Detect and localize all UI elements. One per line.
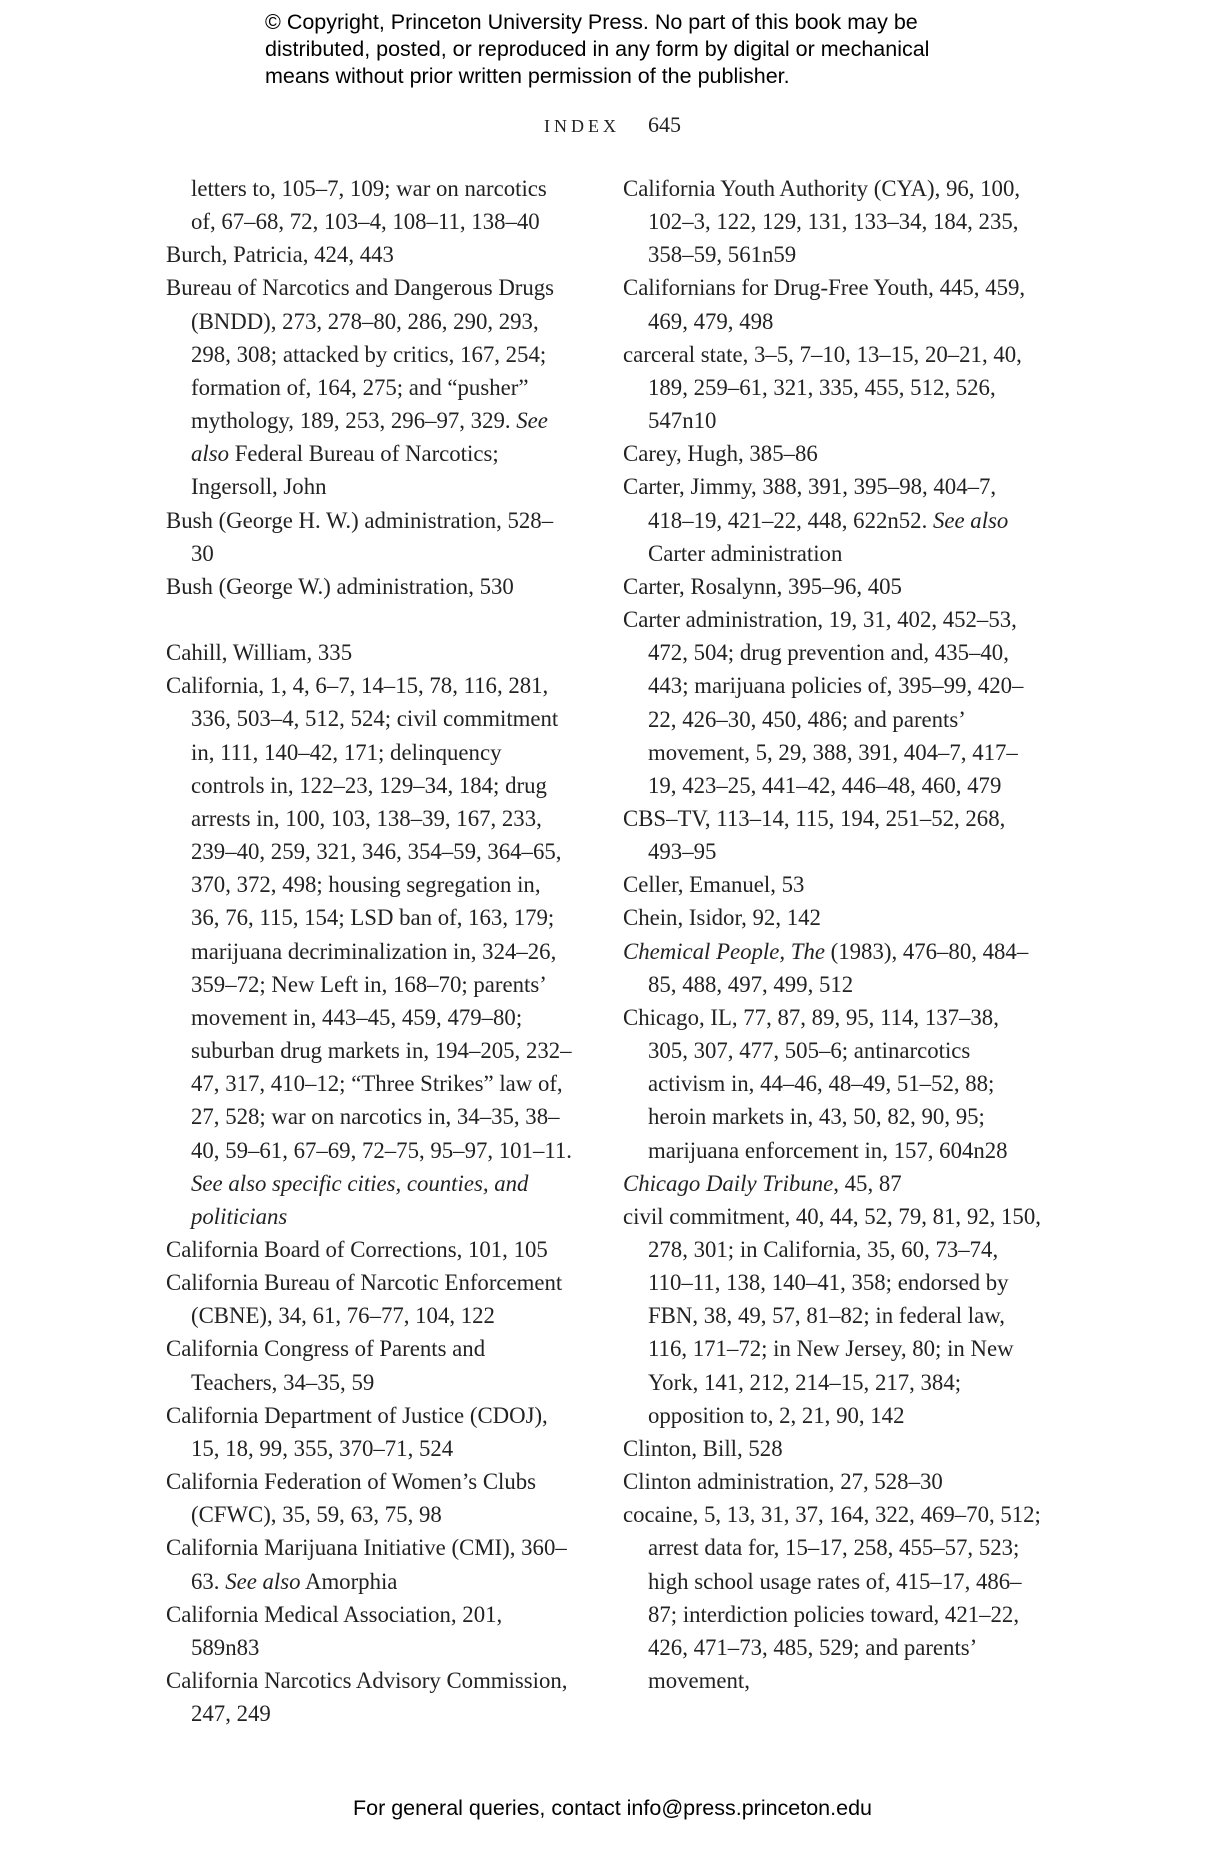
index-entry: California Narcotics Advisory Commission, 247, 249 (166, 1668, 568, 1727)
index-entry: California Federation of Women’s Clubs (CFWC), 35, 59, 63, 75, 98 (166, 1469, 537, 1528)
index-entry: California Medical Association, 201, 589n83 (166, 1601, 503, 1660)
index-entry: Clinton administration, 27, 528–30 (623, 1469, 943, 1495)
index-column-left (166, 172, 572, 1730)
index-entry: Bush (George W.) administration, 530 (166, 573, 514, 599)
index-entry: Burch, Patricia, 424, 443 (166, 242, 394, 268)
index-entry: California, 1, 4, 6–7, 14–15, 78, 116, 281, 336, 503–4, 512, 524; civil commitment in, 111, 140–42, 171; delinquency controls in, 122–23, 129–34, 184; drug arrests in, 100, 103, 138–39, 167, 233, 239–40, 259, 321, 346, 354–59, 364–65, 370, 372, 498; housing segregation in, 36, 76, 115, 154; LSD ban of, 163, 179; marijuana decriminalization in, 324–26, 359–72; New Left in, 168–70; parents’ movement in, 443–45, 459, 479–80; suburban drug markets in, 194–205, 232–47, 317, 410–12; “Three Strikes” law of, 27, 528; war on narcotics in, 34–35, 38–40, 59–61, 67–69, 72–75, 95–97, 101–11. See also specific cities, counties, and politicians (166, 673, 573, 1229)
index-entry: civil commitment, 40, 44, 52, 79, 81, 92, 150, 278, 301; in California, 35, 60, 73–74, 110–11, 138, 140–41, 358; endorsed by FBN, 38, 49, 57, 81–82; in federal law, 116, 171–72; in New Jersey, 80; in New York, 141, 212, 214–15, 217, 384; opposition to, 2, 21, 90, 142 (623, 1203, 1041, 1428)
index-entry: carceral state, 3–5, 7–10, 13–15, 20–21, 40, 189, 259–61, 321, 335, 455, 512, 526, 547n10 (623, 341, 1022, 434)
footer-contact: For general queries, contact info@press.princeton.edu (352, 1796, 872, 1820)
index-entry: Chemical People, The (1983), 476–80, 484–85, 488, 497, 499, 512 (623, 938, 1029, 997)
index-entry: California Congress of Parents and Teachers, 34–35, 59 (166, 1336, 486, 1395)
index-entry: CBS–TV, 113–14, 115, 194, 251–52, 268, 493–95 (623, 805, 1006, 865)
index-column-right (623, 172, 1043, 1697)
index-entry: Chein, Isidor, 92, 142 (623, 905, 821, 931)
index-entry: Bush (George H. W.) administration, 528–30 (166, 507, 554, 566)
copyright-line: distributed, posted, or reproduced in any form by digital or mechanical (265, 37, 930, 61)
index-entry: Californians for Drug-Free Youth, 445, 459, 469, 479, 498 (623, 275, 1026, 334)
copyright-notice (265, 9, 1025, 90)
index-entry: Bureau of Narcotics and Dangerous Drugs (BNDD), 273, 278–80, 286, 290, 293, 298, 308; attacked by critics, 167, 254; formation of, 164, 275; and “pusher” mythology, 189, 253, 296–97, 329. See also Federal Bureau of Narcotics; Ingersoll, John (166, 275, 555, 500)
index-entry: California Marijuana Initiative (CMI), 360–63. See also Amorphia (166, 1535, 567, 1594)
index-entry: Chicago, IL, 77, 87, 89, 95, 114, 137–38, 305, 307, 477, 505–6; antinarcotics activism in, 44–46, 48–49, 51–52, 88; heroin markets in, 43, 50, 82, 90, 95; marijuana enforcement in, 157, 604n28 (623, 1004, 1008, 1163)
copyright-line: © Copyright, Princeton University Press. No part of this book may be (265, 10, 918, 34)
copyright-line: means without prior written permission of the publisher. (265, 64, 790, 88)
index-entry: Chicago Daily Tribune, 45, 87 (623, 1170, 902, 1196)
index-entry: Carter, Jimmy, 388, 391, 395–98, 404–7, 418–19, 421–22, 448, 622n52. See also Carter administration (623, 474, 1009, 566)
running-head (0, 112, 1225, 138)
running-head-label: INDEX (544, 116, 620, 136)
index-entry: Carter administration, 19, 31, 402, 452–53, 472, 504; drug prevention and, 435–40, 443; marijuana policies of, 395–99, 420–22, 426–30, 450, 486; and parents’ movement, 5, 29, 388, 391, 404–7, 417–19, 423–25, 441–42, 446–48, 460, 479 (623, 607, 1024, 798)
index-entry: Carey, Hugh, 385–86 (623, 441, 818, 467)
index-entry: Celler, Emanuel, 53 (623, 872, 805, 898)
index-entry: cocaine, 5, 13, 31, 37, 164, 322, 469–70, 512; arrest data for, 15–17, 258, 455–57, 523; high school usage rates of, 415–17, 486–87; interdiction policies toward, 421–22, 426, 471–73, 485, 529; and parents’ movement, (623, 1502, 1041, 1694)
index-entry: Cahill, William, 335 (166, 640, 353, 666)
index-entry: California Board of Corrections, 101, 105 (166, 1236, 548, 1262)
index-entry: Clinton, Bill, 528 (623, 1435, 783, 1461)
index-entry: California Bureau of Narcotic Enforcement (CBNE), 34, 61, 76–77, 104, 122 (166, 1270, 563, 1329)
page-number: 645 (648, 112, 681, 137)
index-entry: letters to, 105–7, 109; war on narcotics of, 67–68, 72, 103–4, 108–11, 138–40 (191, 176, 547, 235)
index-entry: California Department of Justice (CDOJ), 15, 18, 99, 355, 370–71, 524 (166, 1402, 548, 1461)
index-entry: California Youth Authority (CYA), 96, 100, 102–3, 122, 129, 131, 133–34, 184, 235, 358–59, 561n59 (623, 176, 1021, 268)
index-entry: Carter, Rosalynn, 395–96, 405 (623, 573, 902, 599)
